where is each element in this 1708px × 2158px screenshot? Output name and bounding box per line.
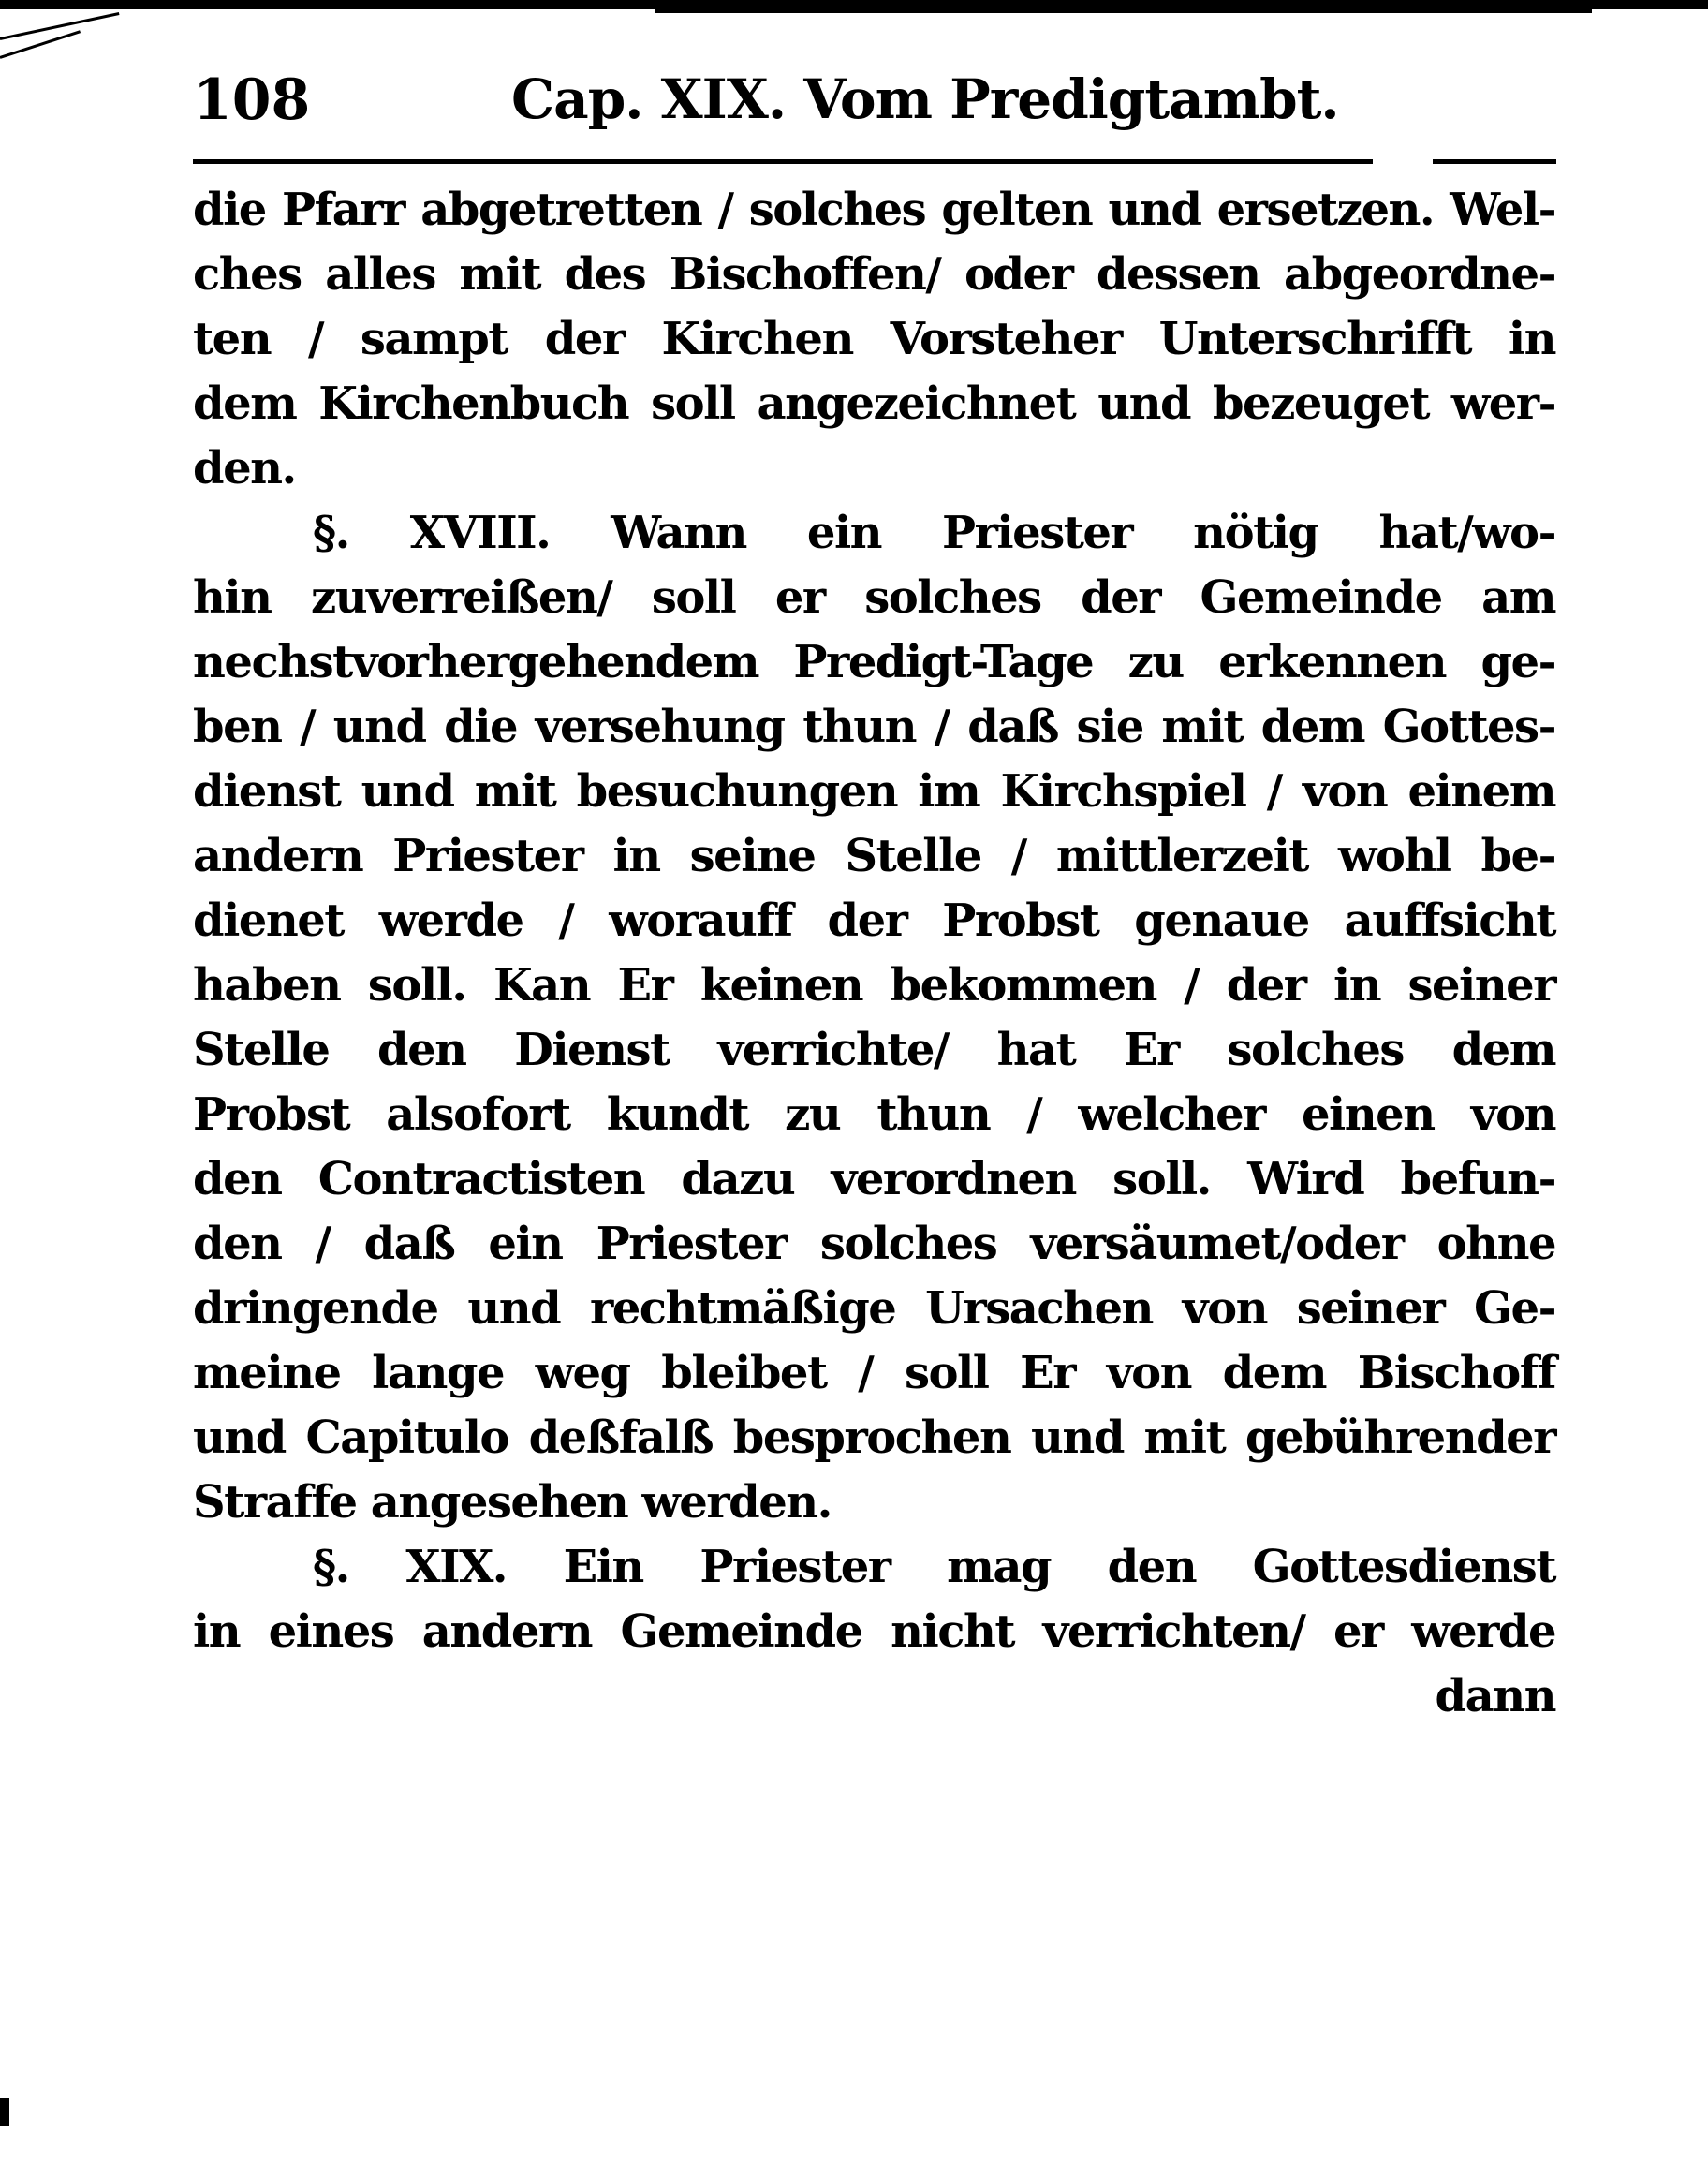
text-line: in eines andern Gemeinde nicht verrichten/ er werde [193,1605,1555,1658]
section-heading-line: §. XVIII. Wann ein Priester nötig hat/wo- [313,507,1555,559]
running-head: Cap. XIX. Vom Predigtambt. [511,67,1339,131]
scan-top-edge-shadow [655,9,1592,13]
section-heading-line: §. XIX. Ein Priester mag den Gottesdienst [313,1541,1555,1593]
page-body [193,178,1555,1729]
text-line: haben soll. Kan Er keinen bekommen / der in seiner [193,959,1555,1012]
text-line: den / daß ein Priester solches versäumet/oder ohne [193,1218,1555,1270]
text-line: nechstvorhergehendem Predigt-Tage zu erkennen ge- [193,636,1555,688]
page-header [193,67,1555,142]
text-line: hin zuverreißen/ soll er solches der Gemeinde am [193,571,1555,624]
text-line: dienst und mit besuchungen im Kirchspiel / von einem [193,765,1555,818]
page-number: 108 [193,67,311,133]
text-line: ten / sampt der Kirchen Vorsteher Unterschrifft in [193,313,1555,365]
text-line: ches alles mit des Bischoffen/ oder dessen abgeordne- [193,248,1555,301]
text-line: Probst alsofort kundt zu thun / welcher einen von [193,1088,1555,1141]
text-line: meine lange weg bleibet / soll Er von dem Bischoff [193,1347,1555,1399]
header-rule [1433,159,1556,164]
text-line: die Pfarr abgetretten / solches gelten und ersetzen. Wel- [193,184,1555,236]
text-line: Straffe angesehen werden. [193,1476,832,1529]
header-rule [193,159,1373,164]
scan-top-edge [0,0,1708,9]
text-line: Stelle den Dienst verrichte/ hat Er solches dem [193,1024,1555,1076]
scan-edge-mark [0,2098,9,2126]
text-line: den Contractisten dazu verordnen soll. Wird befun- [193,1153,1555,1205]
text-line: den. [193,442,296,495]
text-line: dem Kirchenbuch soll angezeichnet und bezeuget wer- [193,377,1555,430]
text-line: und Capitulo deßfalß besprochen und mit gebührender [193,1412,1555,1464]
text-line: ben / und die versehung thun / daß sie mit dem Gottes- [193,701,1555,753]
text-line: dann [1435,1670,1555,1722]
text-line: dienet werde / worauff der Probst genaue auffsicht [193,894,1555,947]
text-line: andern Priester in seine Stelle / mittlerzeit wohl be- [193,830,1555,882]
text-line: dringende und rechtmäßige Ursachen von seiner Ge- [193,1282,1555,1335]
